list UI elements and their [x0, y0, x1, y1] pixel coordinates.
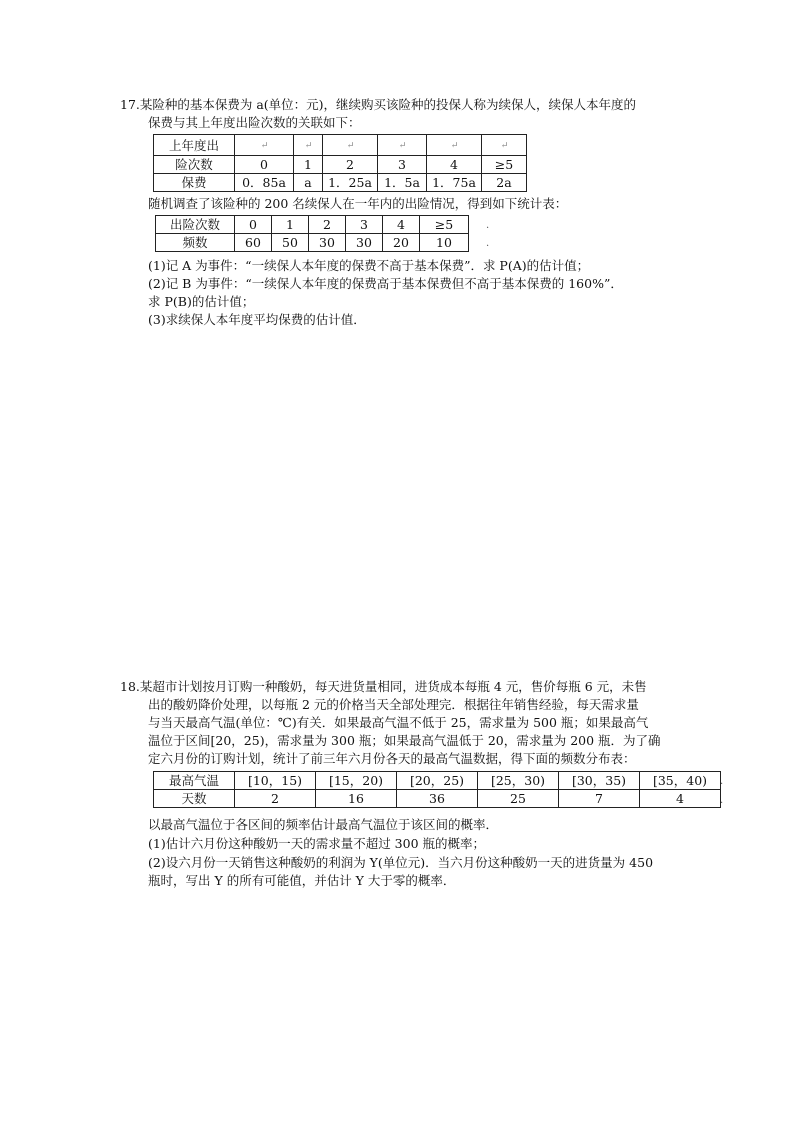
paragraph-mark: .: [486, 220, 490, 231]
table-cell: [20，25): [397, 772, 478, 790]
table-header-cell: 最高气温: [154, 772, 235, 790]
table-cell: 30: [309, 234, 346, 252]
q17-survey-text: 随机调查了该险种的 200 名续保人在一年内的出险情况，得到如下统计表：: [148, 196, 568, 211]
table-cell: 0: [235, 216, 272, 234]
table-cell: 36: [397, 790, 478, 808]
table-header-cell: 险次数: [154, 156, 235, 174]
table-cell: 1: [272, 216, 309, 234]
table-cell: 7: [559, 790, 640, 808]
table-cell: [35，40): [640, 772, 721, 790]
paragraph-mark: .: [720, 795, 724, 806]
table-cell: 1．25a: [323, 174, 378, 192]
table-row: [154, 156, 527, 174]
table-cell: 3: [378, 156, 427, 174]
table-header-cell: 保费: [154, 174, 235, 192]
table-cell: 4: [427, 156, 482, 174]
table-row: [154, 790, 721, 808]
q18-stem-line2: 出的酸奶降价处理，以每瓶 2 元的价格当天全部处理完．根据往年销售经验，每天需求量: [148, 697, 639, 712]
q18-part1: (1)估计六月份这种酸奶一天的需求量不超过 300 瓶的概率；: [148, 836, 486, 851]
table-cell: a: [294, 174, 323, 192]
paragraph-mark: .: [486, 238, 490, 249]
table-cell: ≥5: [420, 216, 469, 234]
q18-stem-line5: 定六月份的订购计划，统计了前三年六月份各天的最高气温数据，得下面的频数分布表：: [148, 751, 636, 766]
table-cell: [30，35): [559, 772, 640, 790]
table-header-cell: 天数: [154, 790, 235, 808]
table-cell: [15，20): [316, 772, 397, 790]
table-cell: ↵: [378, 135, 427, 156]
table-row: [154, 174, 527, 192]
paragraph-mark: .: [720, 776, 724, 787]
table-cell: 16: [316, 790, 397, 808]
table-row: [156, 216, 469, 234]
q18-part2-cont: 瓶时，写出 Y 的所有可能值，并估计 Y 大于零的概率．: [148, 873, 456, 888]
table-header-cell: 出险次数: [156, 216, 235, 234]
table-cell: 1: [294, 156, 323, 174]
table-cell: 3: [346, 216, 383, 234]
table-row: [154, 135, 527, 156]
q17-part2-cont: 求 P(B)的估计值；: [148, 294, 255, 309]
table-cell: ↵: [482, 135, 527, 156]
q17-premium-table: [153, 134, 527, 192]
q18-note: 以最高气温位于各区间的频率估计最高气温位于该区间的概率．: [148, 817, 499, 832]
table-cell: ↵: [323, 135, 378, 156]
table-cell: 20: [383, 234, 420, 252]
table-cell: 1．75a: [427, 174, 482, 192]
table-cell: 50: [272, 234, 309, 252]
table-cell: 0: [235, 156, 294, 174]
q18-stem-line1: 18.某超市计划按月订购一种酸奶，每天进货量相同，进货成本每瓶 4 元，售价每瓶 6 元，未售: [120, 679, 647, 694]
table-row: [156, 234, 469, 252]
table-row: [154, 772, 721, 790]
table-cell: [25，30): [478, 772, 559, 790]
table-cell: 4: [383, 216, 420, 234]
table-cell: 2: [323, 156, 378, 174]
table-cell: ↵: [235, 135, 294, 156]
table-cell: 4: [640, 790, 721, 808]
q17-frequency-table: [155, 215, 469, 252]
q18-part2: (2)设六月份一天销售这种酸奶的利润为 Y(单位元)．当六月份这种酸奶一天的进货量为 450: [148, 855, 654, 870]
table-cell: 0．85a: [235, 174, 294, 192]
table-cell: 2a: [482, 174, 527, 192]
table-cell: 2: [235, 790, 316, 808]
table-cell: ↵: [427, 135, 482, 156]
q17-stem-line2: 保费与其上年度出险次数的关联如下：: [148, 115, 361, 130]
q18-temperature-table: [153, 771, 724, 808]
table-cell: 60: [235, 234, 272, 252]
q17-part3: (3)求续保人本年度平均保费的估计值．: [148, 312, 366, 327]
table-cell: 30: [346, 234, 383, 252]
table-header-cell: 频数: [156, 234, 235, 252]
table-cell: 10: [420, 234, 469, 252]
q18-stem-line4: 温位于区间[20，25)，需求量为 300 瓶；如果最高气温低于 20，需求量为 200 瓶．为了确: [148, 733, 661, 748]
table-cell: 25: [478, 790, 559, 808]
table-cell: ≥5: [482, 156, 527, 174]
table-cell: 2: [309, 216, 346, 234]
table-cell: ↵: [294, 135, 323, 156]
table-header-cell: 上年度出: [154, 135, 235, 156]
q17-part2: (2)记 B 为事件：“一续保人本年度的保费高于基本保费但不高于基本保费的 160%”．: [148, 276, 623, 291]
table-cell: [10，15): [235, 772, 316, 790]
q17-stem-line1: 17.某险种的基本保费为 a(单位：元)，继续购买该险种的投保人称为续保人，续保人本年度的: [120, 97, 637, 112]
q17-part1: (1)记 A 为事件：“一续保人本年度的保费不高于基本保费”．求 P(A)的估计值；: [148, 258, 590, 273]
table-cell: 1．5a: [378, 174, 427, 192]
q18-stem-line3: 与当天最高气温(单位：℃)有关．如果最高气温不低于 25，需求量为 500 瓶；如果最高气: [148, 715, 649, 730]
